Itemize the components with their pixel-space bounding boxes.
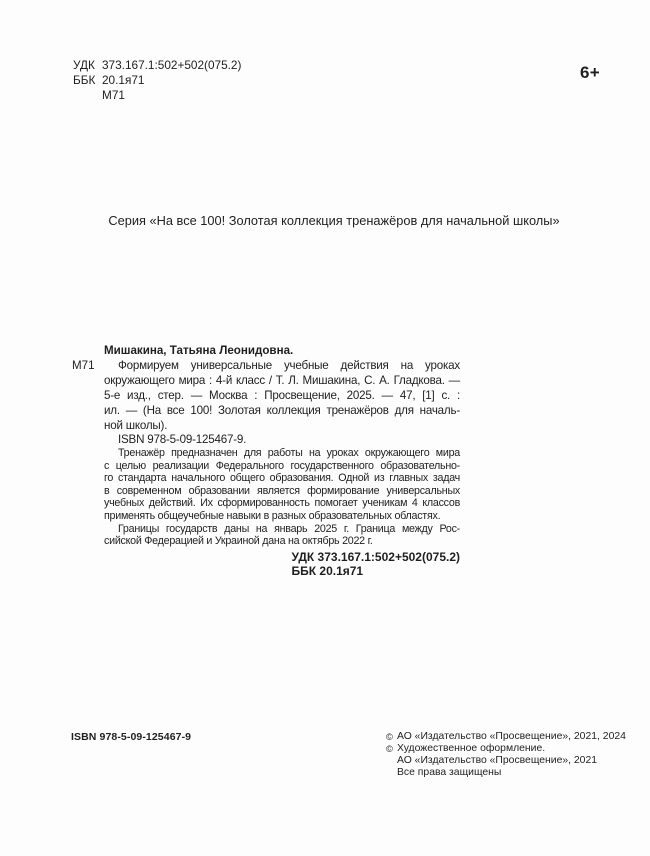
biblio-line: ной школы). <box>104 419 168 432</box>
biblio-line: Формируем универсальные учебные действия на уроках <box>118 359 460 372</box>
udk-value: 373.167.1:502+502(075.2) <box>102 58 242 72</box>
copyright-block <box>386 731 626 779</box>
udk-label: УДК <box>73 58 95 72</box>
biblio-line: окружающего мира : 4-й класс / Т. Л. Мишакина, С. А. Гладкова. — <box>104 374 460 387</box>
series-line: Серия «На все 100! Золотая коллекция тренажёров для начальной школы» <box>108 213 560 228</box>
bbk-label: ББК <box>73 73 96 87</box>
copyright-mark <box>386 767 397 779</box>
copyright-row <box>386 755 626 767</box>
footer-isbn: ISBN 978-5-09-125467-9 <box>71 731 192 743</box>
copyright-row <box>386 743 626 755</box>
annotation-line: применять общеучебные навыки в разных образовательных областях. <box>104 509 441 522</box>
biblio-line: 5-е изд., стер. — Москва : Просвещение, 2025. — 47, [1] с. : <box>104 389 460 402</box>
bbk-row <box>73 73 241 88</box>
copyright-text: Все права защищены <box>397 767 502 778</box>
borders-note-line: сийской Федерацией и Украиной дана на октябрь 2022 г. <box>104 535 373 548</box>
copyright-row <box>386 767 626 779</box>
copyright-text: АО «Издательство «Просвещение», 2021 <box>397 755 598 766</box>
annotation-line: в современном образовании является формирование универсальных <box>104 484 460 497</box>
bbk-value: 20.1я71 <box>102 73 145 87</box>
age-rating-badge: 6+ <box>580 63 600 82</box>
bbk-bold-line: ББК 20.1я71 <box>291 564 364 579</box>
margin-author-code: М71 <box>72 359 95 372</box>
copyright-mark: © <box>386 732 393 742</box>
copyright-mark: © <box>386 744 393 754</box>
author-code-row <box>73 88 241 103</box>
udk-bold-line: УДК 373.167.1:502+502(075.2) <box>291 549 460 564</box>
annotation-line: Тренажёр предназначен для работы на уроках окружающего мира <box>118 447 460 459</box>
isbn-line: ISBN 978-5-09-125467-9. <box>118 433 247 446</box>
annotation-line: с целью реализации Федерального государственного образовательно- <box>104 459 460 472</box>
annotation-paragraph <box>104 447 460 523</box>
copyright-text: АО «Издательство «Просвещение», 2021, 2024 <box>397 731 626 742</box>
catalogue-card <box>72 343 460 579</box>
annotation-line: го стандарта начального общего образования. Одной из главных задач <box>104 472 460 485</box>
udk-row <box>73 58 241 73</box>
annotation-line: учебных действий. Их сформированность помогает ученикам 4 классов <box>104 497 460 510</box>
borders-note-line: Границы государств даны на январь 2025 г. Граница между Рос- <box>118 522 460 535</box>
author-line: Мишакина, Татьяна Леонидовна. <box>104 344 294 357</box>
borders-note-paragraph <box>104 523 460 548</box>
author-code-value: М71 <box>102 88 125 102</box>
copyright-row <box>386 731 626 743</box>
cataloguing-codes-block <box>73 58 241 103</box>
copyright-text: Художественное оформление. <box>397 743 546 754</box>
biblio-line: ил. — (На все 100! Золотая коллекция тренажёров для началь- <box>104 404 460 417</box>
author-code-label <box>73 88 102 103</box>
bold-codes-block <box>291 550 460 579</box>
copyright-mark <box>386 755 397 767</box>
